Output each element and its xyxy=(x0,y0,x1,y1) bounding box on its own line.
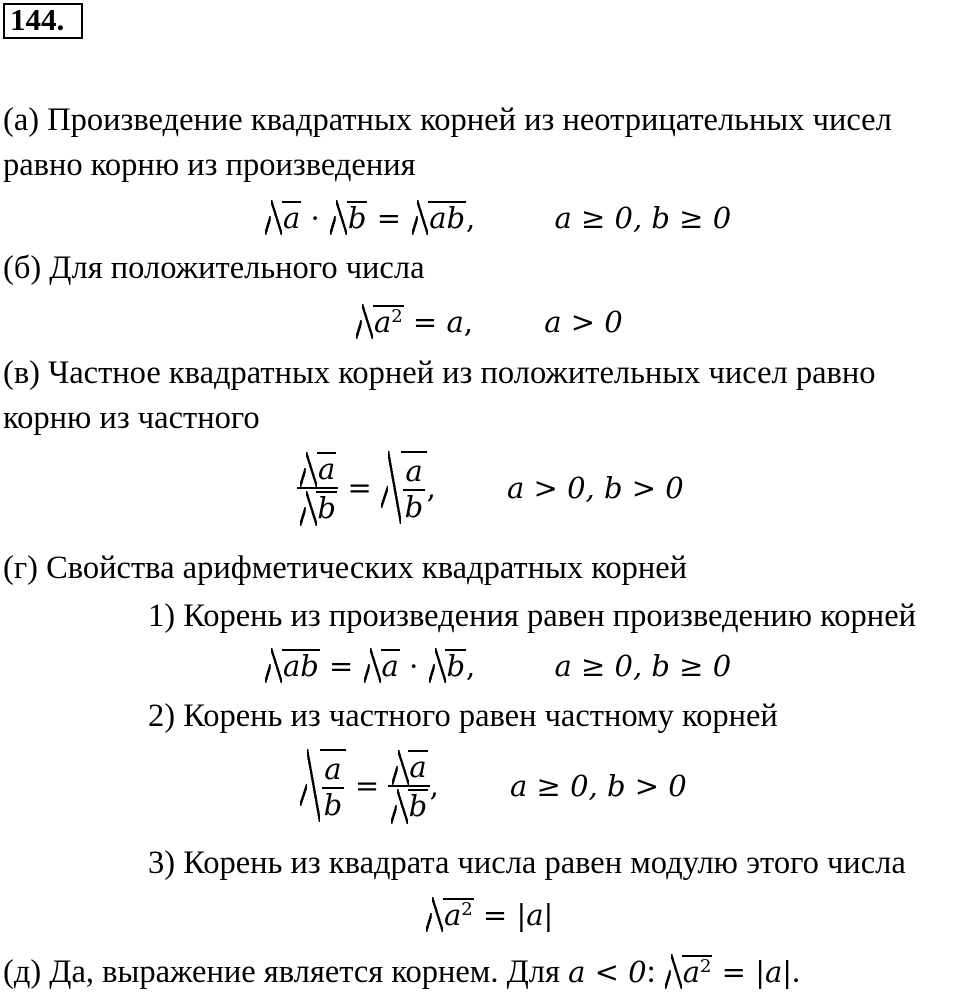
part-g-condition2: a ≥ 0, b > 0 xyxy=(510,768,687,803)
part-v-line1: (в) Частное квадратных корней из положительных чисел равно xyxy=(3,355,876,391)
sqrt-b: b xyxy=(329,198,368,238)
part-v-formula: $\frac{a}{b}$ = $\frac{a}{b}$ , a > 0, b > 0 xyxy=(297,450,684,525)
sqrt-of-fraction: $\frac{a}{b}$ xyxy=(381,451,427,524)
part-g-property3: 3) Корень из квадрата числа равен модулю этого числа xyxy=(148,845,906,881)
sqrt-a: a xyxy=(264,198,301,238)
part-v-line2: корню из частного xyxy=(3,400,260,436)
part-g-formula2: $\frac{a}{b}$ = $\frac{a}{b}$ , a ≥ 0, b > 0 xyxy=(300,748,687,823)
sqrt-a-squared: $a^2$ xyxy=(355,302,404,342)
part-a-formula: a · b = ab, a ≥ 0, b ≥ 0 xyxy=(264,198,731,238)
part-a-line2: равно корню из произведения xyxy=(3,147,416,183)
fraction-sqrt-a-over-sqrt-b: $\frac{a}{b}$ xyxy=(297,450,338,525)
part-g-condition1: a ≥ 0, b ≥ 0 xyxy=(554,649,732,683)
part-b-line1: (б) Для положительного числа xyxy=(3,250,425,286)
sqrt-ab: ab xyxy=(410,198,466,238)
part-b-formula: $a^2 = a$, a > 0 xyxy=(355,302,623,342)
fraction-sqrt-a-over-sqrt-b: $\frac{a}{b}$ xyxy=(388,748,429,823)
part-a-condition: a ≥ 0, b ≥ 0 xyxy=(554,201,732,235)
part-a-line1: (а) Произведение квадратных корней из неотрицательных чисел xyxy=(3,102,892,138)
part-v-condition: a > 0, b > 0 xyxy=(507,470,684,505)
part-g-formula3: $a^2 = |a|$ xyxy=(425,895,553,935)
part-b-condition: a > 0 xyxy=(544,305,623,339)
part-d-line: (д) Да, выражение является корнем. Для a < 0: $a^2 = |a|$. xyxy=(3,954,801,990)
sqrt-of-fraction: $\frac{a}{b}$ xyxy=(300,749,346,822)
part-g-property1: 1) Корень из произведения равен произведению корней xyxy=(148,598,917,634)
problem-number: 144. xyxy=(3,3,83,39)
part-g-formula1: ab = a · b, a ≥ 0, b ≥ 0 xyxy=(264,646,731,686)
part-g-line1: (г) Свойства арифметических квадратных корней xyxy=(3,550,688,586)
part-g-property2: 2) Корень из частного равен частному корней xyxy=(148,698,778,734)
